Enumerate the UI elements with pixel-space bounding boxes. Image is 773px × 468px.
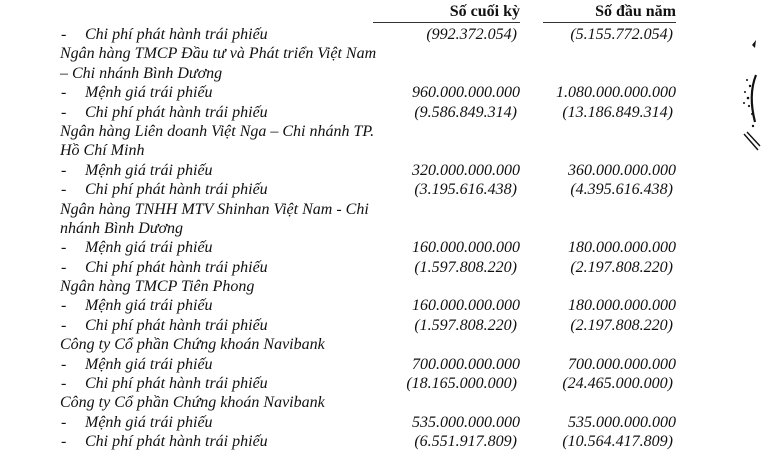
value-beginning-of-year: (10.564.417.809): [562, 433, 673, 451]
bullet-dash: -: [61, 355, 67, 373]
value-beginning-of-year: (2.197.808.220): [570, 316, 673, 334]
table-header: [0, 2, 773, 24]
bank-name-label: Hồ Chí Minh: [60, 142, 145, 160]
bullet-dash: -: [61, 84, 67, 102]
bank-name-label: Ngân hàng TMCP Đầu tư và Phát triển Việt Nam: [60, 45, 377, 63]
bullet-dash: -: [61, 103, 67, 121]
row-label: Mệnh giá trái phiếu: [85, 355, 213, 373]
column-header-beginning-of-year: Số đầu năm: [543, 2, 676, 23]
value-end-of-period: 535.000.000.000: [412, 413, 520, 431]
row-label: Chi phí phát hành trái phiếu: [85, 181, 268, 199]
value-end-of-period: (9.586.849.314): [414, 103, 517, 121]
value-end-of-period: (1.597.808.220): [414, 316, 517, 334]
table-row: [0, 296, 773, 315]
section-heading-row: [0, 44, 773, 63]
row-label: Mệnh giá trái phiếu: [85, 413, 213, 431]
seal-stamp-fragment-icon: [740, 30, 773, 160]
table-row: [0, 374, 773, 393]
table-row: [0, 413, 773, 432]
value-end-of-period: 960.000.000.000: [412, 84, 520, 102]
section-heading-row: [0, 122, 773, 141]
bullet-dash: -: [61, 433, 67, 451]
bank-name-label: Ngân hàng Liên doanh Việt Nga – Chi nhánh TP.: [60, 122, 375, 140]
section-heading-row: [0, 64, 773, 83]
section-heading-row: [0, 393, 773, 412]
value-end-of-period: (992.372.054): [426, 26, 517, 43]
value-beginning-of-year: (2.197.808.220): [570, 258, 673, 276]
bullet-dash: -: [61, 181, 67, 199]
bank-name-label: Công ty Cổ phần Chứng khoán Navibank: [60, 336, 325, 354]
value-beginning-of-year: 1.080.000.000.000: [556, 84, 676, 102]
bullet-dash: -: [61, 413, 67, 431]
value-beginning-of-year: 700.000.000.000: [568, 355, 676, 373]
table-row: [0, 258, 773, 277]
value-end-of-period: 700.000.000.000: [412, 355, 520, 373]
value-end-of-period: 320.000.000.000: [412, 161, 520, 179]
value-beginning-of-year: 180.000.000.000: [568, 239, 676, 257]
value-end-of-period: (18.165.000.000): [406, 375, 517, 393]
bank-name-label: Ngân hàng TNHH MTV Shinhan Việt Nam - Chi: [60, 200, 369, 218]
table-row: [0, 25, 773, 44]
row-label: Mệnh giá trái phiếu: [85, 239, 213, 257]
bullet-dash: -: [61, 316, 67, 334]
value-beginning-of-year: (24.465.000.000): [562, 375, 673, 393]
table-row: [0, 103, 773, 122]
value-beginning-of-year: (5.155.772.054): [570, 26, 673, 43]
row-label: Mệnh giá trái phiếu: [85, 84, 213, 102]
section-heading-row: [0, 200, 773, 219]
bank-name-label: nhánh Bình Dương: [60, 219, 184, 237]
section-heading-row: [0, 219, 773, 238]
table-row: [0, 316, 773, 335]
bullet-dash: -: [61, 161, 67, 179]
table-row: [0, 238, 773, 257]
row-label: Chi phí phát hành trái phiếu: [85, 258, 268, 276]
value-end-of-period: 160.000.000.000: [412, 297, 520, 315]
value-beginning-of-year: (13.186.849.314): [562, 103, 673, 121]
bond-table-body: [0, 25, 773, 452]
value-end-of-period: (1.597.808.220): [414, 258, 517, 276]
bullet-dash: -: [61, 375, 67, 393]
row-label: Mệnh giá trái phiếu: [85, 297, 213, 315]
row-label: Chi phí phát hành trái phiếu: [85, 375, 268, 393]
value-end-of-period: (6.551.917.809): [414, 433, 517, 451]
bullet-dash: -: [61, 258, 67, 276]
value-beginning-of-year: 535.000.000.000: [568, 413, 676, 431]
row-label: Chi phí phát hành trái phiếu: [85, 103, 268, 121]
row-label: Chi phí phát hành trái phiếu: [85, 316, 268, 334]
value-beginning-of-year: 360.000.000.000: [568, 161, 676, 179]
bullet-dash: -: [61, 297, 67, 315]
column-header-end-of-period: Số cuối kỳ: [373, 2, 520, 23]
row-label: Mệnh giá trái phiếu: [85, 161, 213, 179]
bullet-dash: -: [61, 239, 67, 257]
table-row: [0, 180, 773, 199]
bank-name-label: Ngân hàng TMCP Tiên Phong: [60, 278, 255, 296]
value-end-of-period: 160.000.000.000: [412, 239, 520, 257]
bank-name-label: Công ty Cổ phần Chứng khoán Navibank: [60, 394, 325, 412]
bank-name-label: – Chi nhánh Bình Dương: [60, 64, 223, 82]
table-row: [0, 83, 773, 102]
section-heading-row: [0, 335, 773, 354]
value-end-of-period: (3.195.616.438): [414, 181, 517, 199]
table-row: [0, 355, 773, 374]
row-label: Chi phí phát hành trái phiếu: [85, 433, 268, 451]
value-beginning-of-year: (4.395.616.438): [570, 181, 673, 199]
table-row: [0, 432, 773, 451]
bullet-dash: -: [61, 26, 67, 43]
row-label: Chi phí phát hành trái phiếu: [85, 26, 268, 43]
table-row: [0, 161, 773, 180]
value-beginning-of-year: 180.000.000.000: [568, 297, 676, 315]
section-heading-row: [0, 277, 773, 296]
section-heading-row: [0, 141, 773, 160]
